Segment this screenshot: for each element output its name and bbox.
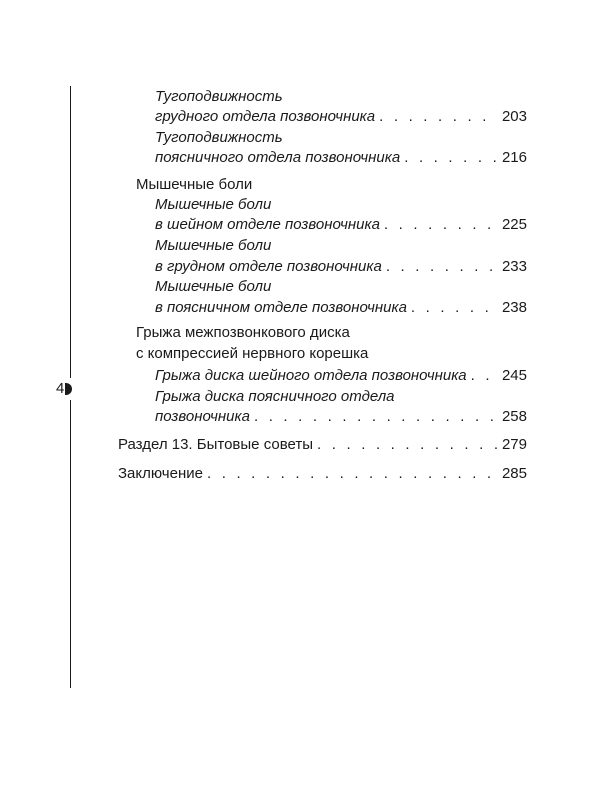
toc-entry[interactable] (155, 406, 527, 428)
page-number-marker (56, 378, 72, 400)
toc-entry-title: Раздел 13. Бытовые советы (118, 436, 313, 453)
dot-leader (379, 106, 498, 128)
toc-entry-title: в поясничном отделе позвоночника (155, 299, 407, 316)
toc-page-number: 285 (501, 465, 527, 482)
toc-section-heading: Грыжа межпозвонкового диска (136, 324, 350, 341)
toc-section-heading: Мышечные боли (136, 176, 253, 193)
dot-leader (411, 297, 498, 319)
toc-entry-title: Грыжа диска шейного отдела позвоночника (155, 367, 467, 384)
toc-entry[interactable] (155, 106, 527, 128)
toc-page-number: 258 (501, 408, 527, 425)
toc-entry[interactable] (155, 214, 527, 236)
toc-entry[interactable] (155, 147, 527, 169)
toc-entry-title: позвоночника (155, 408, 250, 425)
toc-entry-line: Мышечные боли (155, 278, 272, 295)
toc-entry-title: грудного отдела позвоночника (155, 108, 376, 125)
toc-page-number: 279 (501, 436, 527, 453)
toc-entry-title: Заключение (118, 465, 203, 482)
dot-leader (317, 434, 498, 456)
toc-entry-line: Мышечные боли (155, 196, 272, 213)
toc-page-number: 238 (501, 299, 527, 316)
toc-entry-line: Тугоподвижность (155, 129, 283, 146)
toc-entry-line: Грыжа диска поясничного отдела (155, 388, 395, 405)
toc-entry-line: Мышечные боли (155, 237, 272, 254)
dot-leader (207, 463, 498, 485)
toc-page-number: 203 (501, 108, 527, 125)
toc-entry[interactable] (118, 434, 527, 456)
toc-entry-title: в шейном отделе позвоночника (155, 216, 380, 233)
toc-entry-title: поясничного отдела позвоночника (155, 149, 401, 166)
toc-entry-line: Тугоподвижность (155, 88, 283, 105)
toc-section-heading: с компрессией нервного корешка (136, 345, 369, 362)
toc-entry[interactable] (155, 297, 527, 319)
dot-leader (404, 147, 498, 169)
toc-page-number: 245 (501, 367, 527, 384)
toc-entry[interactable] (118, 463, 527, 485)
dot-leader (471, 365, 498, 387)
dot-leader (254, 406, 498, 428)
toc-page-number: 216 (501, 149, 527, 166)
toc-entry-title: в грудном отделе позвоночника (155, 258, 382, 275)
toc-entry[interactable] (155, 365, 527, 387)
toc-page-number: 225 (501, 216, 527, 233)
dot-leader (386, 256, 498, 278)
toc-entry[interactable] (155, 256, 527, 278)
toc-page-number: 233 (501, 258, 527, 275)
half-circle-icon (65, 383, 72, 395)
dot-leader (384, 214, 498, 236)
page-number: 4 (56, 380, 65, 397)
